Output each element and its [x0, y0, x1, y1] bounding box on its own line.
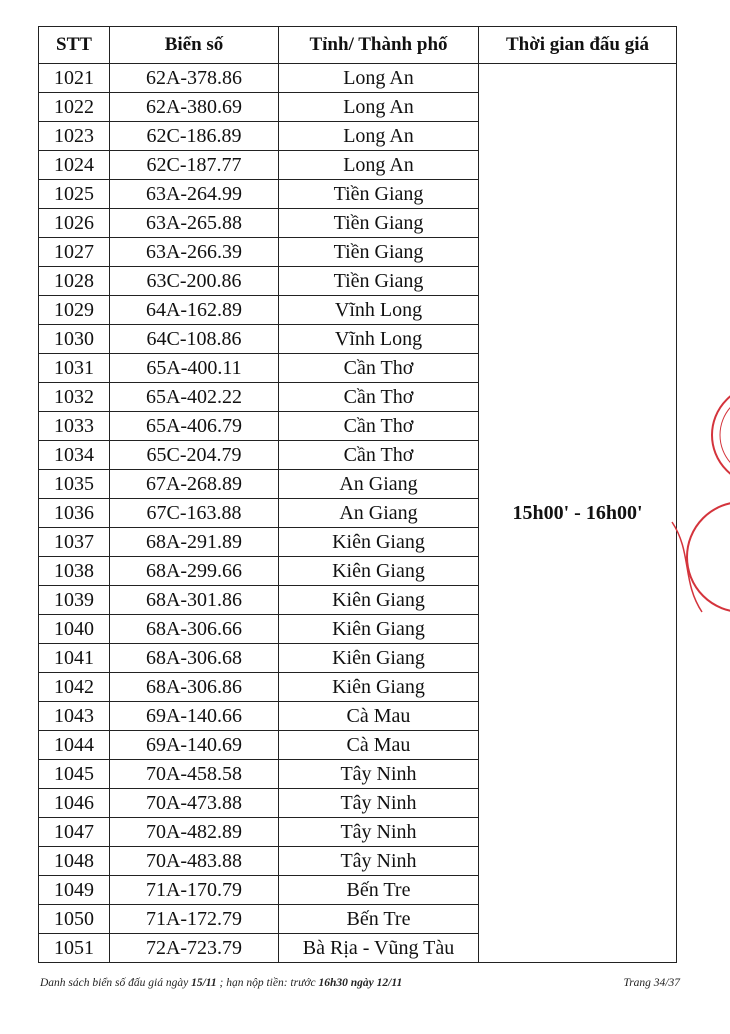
cell-stt: 1042	[39, 673, 110, 702]
header-time: Thời gian đấu giá	[479, 27, 677, 64]
cell-stt: 1028	[39, 267, 110, 296]
cell-province: Long An	[279, 93, 479, 122]
cell-plate: 68A-306.66	[110, 615, 279, 644]
cell-province: Tiền Giang	[279, 238, 479, 267]
footer-auction-date: 15/11	[191, 977, 217, 989]
cell-plate: 65A-402.22	[110, 383, 279, 412]
cell-stt: 1026	[39, 209, 110, 238]
cell-plate: 62A-380.69	[110, 93, 279, 122]
cell-province: Long An	[279, 122, 479, 151]
cell-stt: 1040	[39, 615, 110, 644]
cell-plate: 70A-483.88	[110, 847, 279, 876]
cell-stt: 1037	[39, 528, 110, 557]
cell-stt: 1044	[39, 731, 110, 760]
cell-stt: 1033	[39, 412, 110, 441]
cell-plate: 62C-187.77	[110, 151, 279, 180]
cell-province: Tây Ninh	[279, 789, 479, 818]
cell-stt: 1046	[39, 789, 110, 818]
cell-plate: 65A-406.79	[110, 412, 279, 441]
cell-plate: 71A-170.79	[110, 876, 279, 905]
cell-plate: 67A-268.89	[110, 470, 279, 499]
cell-stt: 1036	[39, 499, 110, 528]
table-row	[39, 64, 677, 93]
cell-plate: 71A-172.79	[110, 905, 279, 934]
auction-table	[38, 26, 677, 963]
signature-stamp-partial	[662, 492, 730, 622]
cell-stt: 1030	[39, 325, 110, 354]
footer-prefix: Danh sách biển số đấu giá ngày	[40, 977, 189, 989]
cell-province: Vĩnh Long	[279, 325, 479, 354]
header-province: Tỉnh/ Thành phố	[279, 27, 479, 64]
cell-plate: 68A-291.89	[110, 528, 279, 557]
cell-stt: 1045	[39, 760, 110, 789]
cell-plate: 69A-140.69	[110, 731, 279, 760]
footer-deadline: 16h30 ngày 12/11	[318, 977, 403, 989]
cell-stt: 1050	[39, 905, 110, 934]
cell-plate: 68A-306.86	[110, 673, 279, 702]
cell-province: Bà Rịa - Vũng Tàu	[279, 934, 479, 963]
cell-stt: 1041	[39, 644, 110, 673]
header-stt: STT	[39, 27, 110, 64]
cell-province: Long An	[279, 64, 479, 93]
footer-middle: ; hạn nộp tiền: trước	[219, 977, 316, 989]
cell-province: Tiền Giang	[279, 267, 479, 296]
cell-province: Bến Tre	[279, 876, 479, 905]
cell-stt: 1038	[39, 557, 110, 586]
cell-province: Tiền Giang	[279, 209, 479, 238]
cell-stt: 1021	[39, 64, 110, 93]
cell-plate: 70A-473.88	[110, 789, 279, 818]
cell-province: Kiên Giang	[279, 644, 479, 673]
cell-stt: 1025	[39, 180, 110, 209]
cell-time-slot: 15h00' - 16h00'	[479, 64, 677, 963]
cell-province: An Giang	[279, 470, 479, 499]
table-header-row	[39, 27, 677, 64]
cell-plate: 69A-140.66	[110, 702, 279, 731]
cell-province: An Giang	[279, 499, 479, 528]
official-stamp-partial	[700, 380, 730, 490]
cell-plate: 68A-306.68	[110, 644, 279, 673]
cell-province: Tiền Giang	[279, 180, 479, 209]
cell-plate: 62C-186.89	[110, 122, 279, 151]
cell-stt: 1047	[39, 818, 110, 847]
cell-province: Cần Thơ	[279, 354, 479, 383]
cell-plate: 72A-723.79	[110, 934, 279, 963]
cell-province: Kiên Giang	[279, 615, 479, 644]
cell-stt: 1024	[39, 151, 110, 180]
cell-province: Vĩnh Long	[279, 296, 479, 325]
cell-plate: 65C-204.79	[110, 441, 279, 470]
cell-province: Kiên Giang	[279, 557, 479, 586]
cell-plate: 63A-266.39	[110, 238, 279, 267]
cell-plate: 70A-482.89	[110, 818, 279, 847]
cell-plate: 63C-200.86	[110, 267, 279, 296]
cell-province: Long An	[279, 151, 479, 180]
cell-province: Tây Ninh	[279, 818, 479, 847]
cell-province: Cà Mau	[279, 731, 479, 760]
cell-province: Kiên Giang	[279, 528, 479, 557]
cell-stt: 1027	[39, 238, 110, 267]
cell-province: Cần Thơ	[279, 383, 479, 412]
cell-stt: 1043	[39, 702, 110, 731]
cell-stt: 1048	[39, 847, 110, 876]
page-number: Trang 34/37	[623, 977, 680, 989]
cell-plate: 68A-299.66	[110, 557, 279, 586]
cell-stt: 1035	[39, 470, 110, 499]
cell-plate: 64C-108.86	[110, 325, 279, 354]
cell-plate: 67C-163.88	[110, 499, 279, 528]
cell-plate: 64A-162.89	[110, 296, 279, 325]
cell-province: Cần Thơ	[279, 441, 479, 470]
cell-stt: 1031	[39, 354, 110, 383]
cell-plate: 70A-458.58	[110, 760, 279, 789]
page-footer	[40, 977, 680, 989]
cell-stt: 1034	[39, 441, 110, 470]
cell-stt: 1049	[39, 876, 110, 905]
cell-plate: 63A-264.99	[110, 180, 279, 209]
cell-stt: 1029	[39, 296, 110, 325]
cell-province: Tây Ninh	[279, 760, 479, 789]
cell-plate: 62A-378.86	[110, 64, 279, 93]
cell-stt: 1022	[39, 93, 110, 122]
cell-stt: 1051	[39, 934, 110, 963]
cell-province: Cần Thơ	[279, 412, 479, 441]
cell-plate: 68A-301.86	[110, 586, 279, 615]
cell-province: Tây Ninh	[279, 847, 479, 876]
cell-plate: 65A-400.11	[110, 354, 279, 383]
cell-province: Bến Tre	[279, 905, 479, 934]
cell-stt: 1039	[39, 586, 110, 615]
cell-province: Kiên Giang	[279, 586, 479, 615]
cell-province: Cà Mau	[279, 702, 479, 731]
cell-stt: 1023	[39, 122, 110, 151]
cell-plate: 63A-265.88	[110, 209, 279, 238]
cell-stt: 1032	[39, 383, 110, 412]
cell-province: Kiên Giang	[279, 673, 479, 702]
header-plate: Biển số	[110, 27, 279, 64]
